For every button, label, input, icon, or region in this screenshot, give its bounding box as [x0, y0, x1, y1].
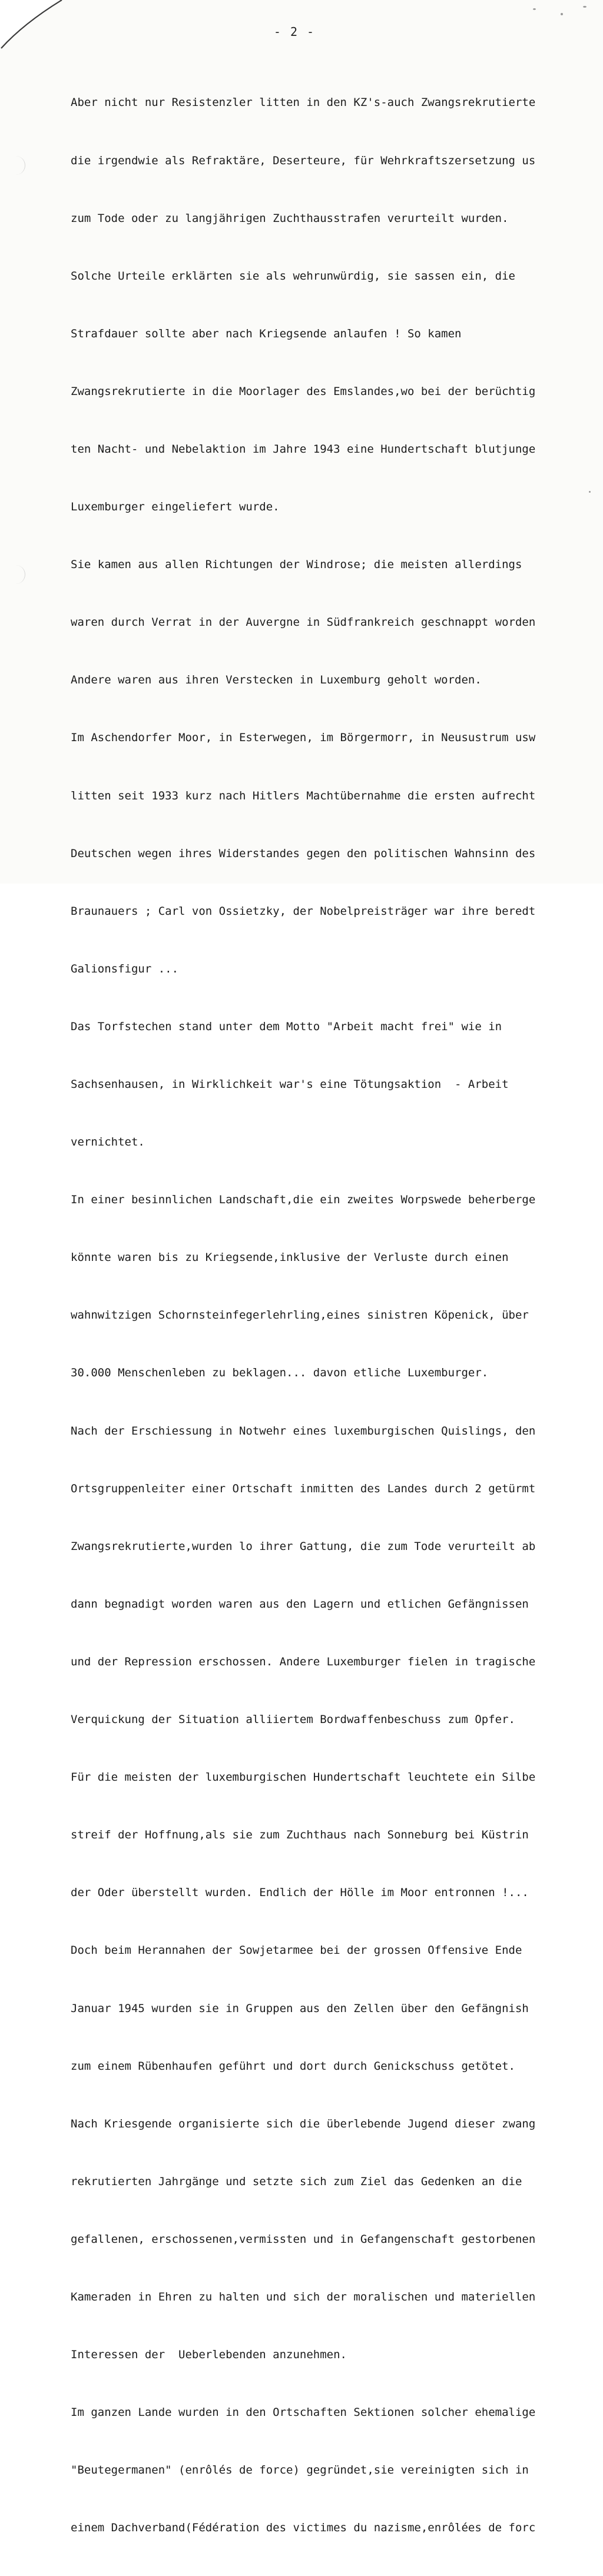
paper-speck — [533, 8, 536, 10]
text-line: zum einem Rübenhaufen geführt und dort durch Genickschuss getötet. — [71, 2059, 515, 2073]
text-line: rekrutierten Jahrgänge und setzte sich zum Ziel das Gedenken an die — [71, 2175, 522, 2188]
text-line: Verquickung der Situation alliiertem Bordwaffenbeschuss zum Opfer. — [71, 1713, 515, 1727]
text-line: vernichtet. — [71, 1136, 145, 1149]
torn-corner — [0, 0, 65, 53]
text-line: Zwangsrekrutierte in die Moorlager des Emslandes,wo bei der berüchtig — [71, 384, 536, 398]
text-line: der Oder überstellt wurden. Endlich der Hölle im Moor entronnen !... — [71, 1886, 529, 1900]
text-line: Doch beim Herannahen der Sowjetarmee bei der grossen Offensive Ende — [71, 1944, 522, 1957]
text-line: "Beutegermanen" (enrôlés de force) gegründet,sie vereinigten sich in — [71, 2464, 529, 2477]
text-line: Kameraden in Ehren zu halten und sich der moralischen und materiellen — [71, 2290, 536, 2303]
text-line: Galionsfigur ... — [71, 962, 179, 975]
text-line: Für die meisten der luxemburgischen Hundertschaft leuchtete ein Silbe — [71, 1771, 536, 1784]
text-line: zum Tode oder zu langjährigen Zuchthausstrafen verurteilt wurden. — [71, 211, 509, 225]
text-line: gefallenen, erschossenen,vermissten und in Gefangenschaft gestorbenen — [71, 2232, 536, 2246]
paper-speck — [561, 13, 563, 15]
text-line: litten seit 1933 kurz nach Hitlers Machtübernahme die ersten aufrecht — [71, 789, 536, 802]
text-line: 30.000 Menschenleben zu beklagen... davon etliche Luxemburger. — [71, 1366, 489, 1380]
text-line: Januar 1945 wurden sie in Gruppen aus den Zellen über den Gefängnish — [71, 2001, 529, 2015]
text-line: wahnwitzigen Schornsteinfegerlehrling,eines sinistren Köpenick, über — [71, 1309, 529, 1322]
text-line: streif der Hoffnung,als sie zum Zuchthaus nach Sonneburg bei Küstrin — [71, 1828, 529, 1842]
text-line: Andere waren aus ihren Verstecken in Luxemburg geholt worden. — [71, 673, 482, 687]
text-line: Sachsenhausen, in Wirklichkeit war's eine Tötungsaktion - Arbeit — [71, 1078, 509, 1091]
text-line: die irgendwie als Refraktäre, Deserteure, für Wehrkraftszersetzung us — [71, 154, 536, 167]
text-line: Interessen der Ueberlebenden anzunehmen. — [71, 2348, 347, 2362]
text-line: Nach der Erschiessung in Notwehr eines luxemburgischen Quislings, den — [71, 1424, 536, 1438]
text-line: Nach Kriesgende organisierte sich die überlebende Jugend dieser zwang — [71, 2117, 536, 2130]
text-line: Zwangsrekrutierte,wurden lo ihrer Gattung, die zum Tode verurteilt ab — [71, 1539, 536, 1553]
typed-text-body — [71, 55, 603, 2576]
text-line: In einer besinnlichen Landschaft,die ein zweites Worpswede beherberge — [71, 1193, 536, 1207]
text-line: waren durch Verrat in der Auvergne in Südfrankreich geschnappt worden — [71, 616, 536, 629]
text-line: ten Nacht- und Nebelaktion im Jahre 1943 eine Hundertschaft blutjunge — [71, 442, 536, 456]
punch-hole-mark — [15, 565, 25, 584]
text-line: dann begnadigt worden waren aus den Lagern und etlichen Gefängnissen — [71, 1597, 529, 1611]
text-line: Das Torfstechen stand unter dem Motto "Arbeit macht frei" wie in — [71, 1020, 502, 1033]
paper-speck — [583, 6, 587, 8]
text-line: Solche Urteile erklärten sie als wehrunwürdig, sie sassen ein, die — [71, 269, 515, 283]
text-line: Im Aschendorfer Moor, in Esterwegen, im Börgermorr, in Neusustrum usw — [71, 731, 536, 745]
text-line: Sie kamen aus allen Richtungen der Windrose; die meisten allerdings — [71, 558, 522, 572]
text-line: könnte waren bis zu Kriegsende,inklusive der Verluste durch einen — [71, 1251, 509, 1264]
text-line: Braunauers ; Carl von Ossietzky, der Nobelpreisträger war ihre beredt — [71, 904, 536, 918]
text-line: und der Repression erschossen. Andere Luxemburger fielen in tragische — [71, 1655, 536, 1668]
text-line: Luxemburger eingeliefert wurde. — [71, 500, 280, 514]
text-line: Deutschen wegen ihres Widerstandes gegen den politischen Wahnsinn des — [71, 847, 536, 860]
text-line: Strafdauer sollte aber nach Kriegsende anlaufen ! So kamen — [71, 327, 462, 340]
text-line: Im ganzen Lande wurden in den Ortschaften Sektionen solcher ehemalige — [71, 2406, 536, 2419]
page-number: - 2 - — [273, 25, 316, 39]
text-line: Ortsgruppenleiter einer Ortschaft inmitten des Landes durch 2 getürmt — [71, 1482, 536, 1495]
punch-hole-mark — [15, 156, 25, 175]
text-line: einem Dachverband(Fédération des victimes du nazisme,enrôlées de forc — [71, 2521, 536, 2535]
text-line: Aber nicht nur Resistenzler litten in den KZ's-auch Zwangsrekrutierte — [71, 96, 536, 109]
